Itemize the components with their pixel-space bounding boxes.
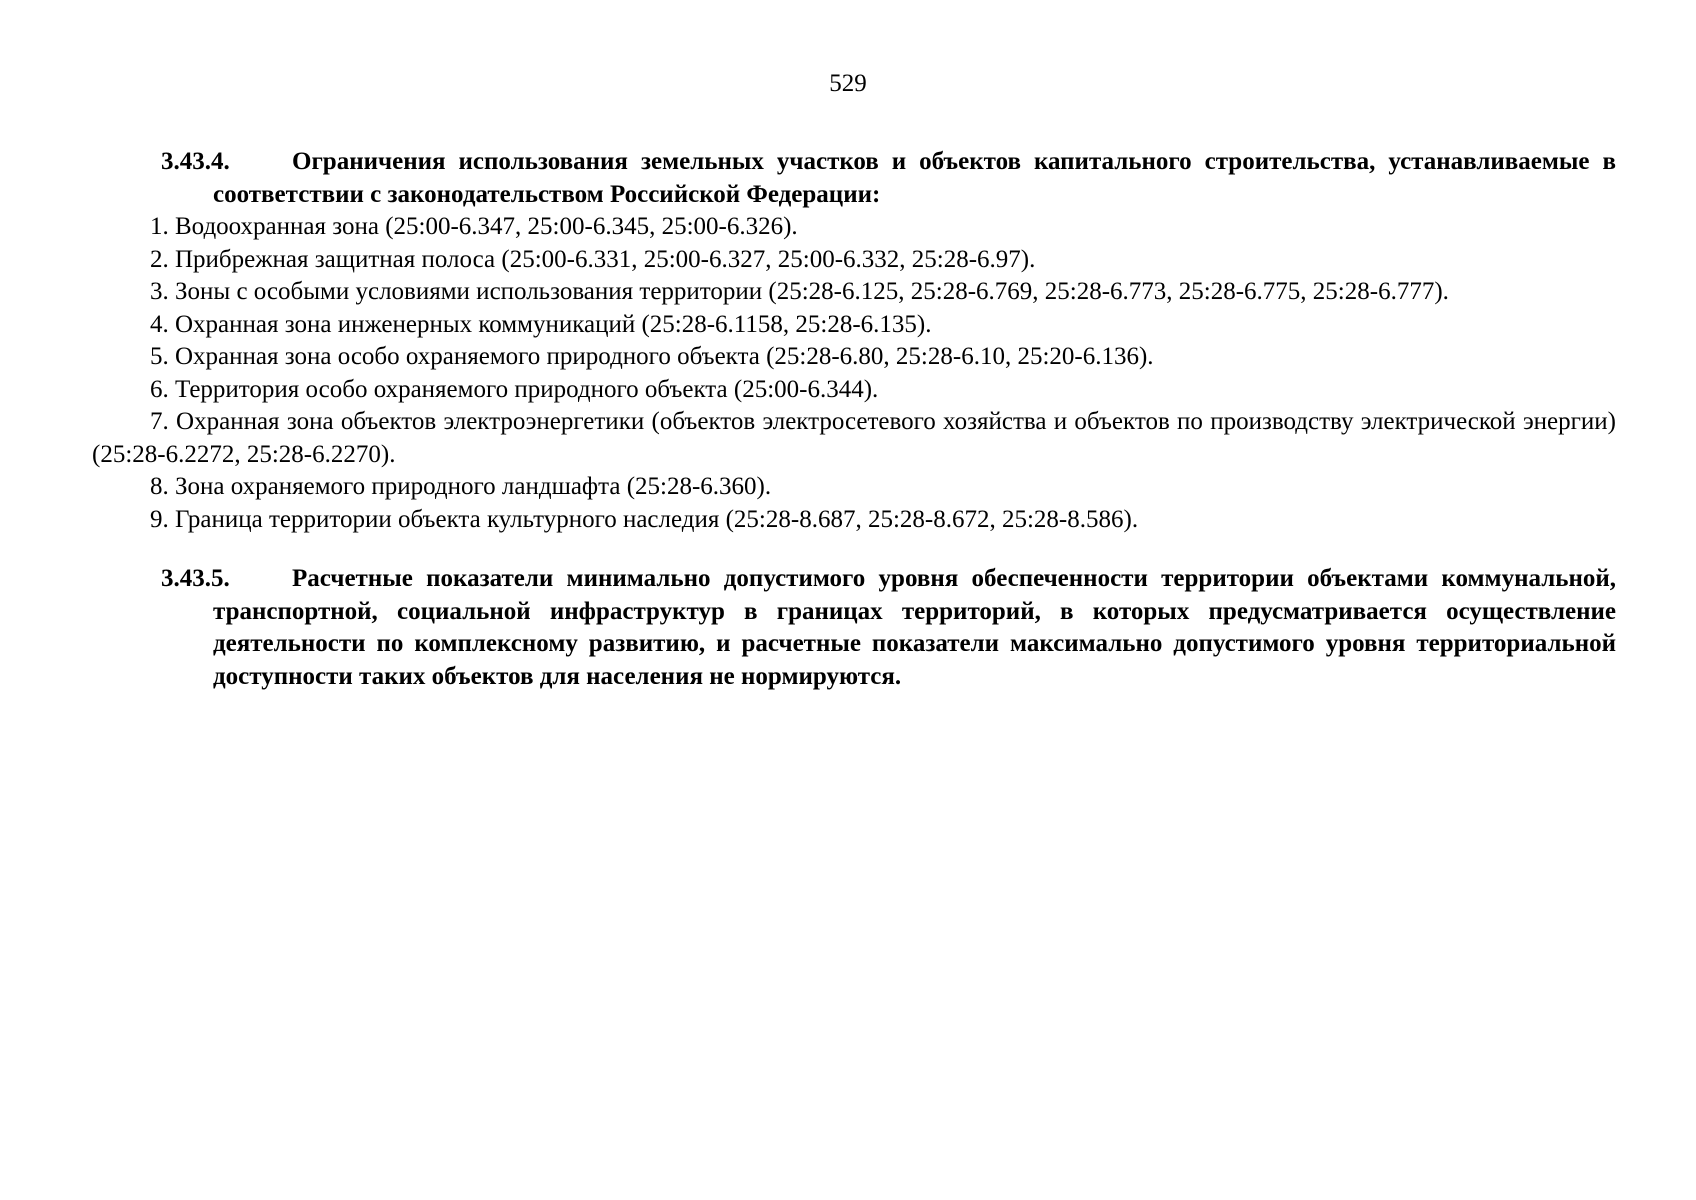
section-heading	[161, 146, 1616, 211]
section-number: 3.43.5.	[161, 565, 230, 592]
section-heading	[161, 563, 1616, 693]
section-title: Расчетные показатели минимально допустимого уровня обеспеченности территории объектами коммунальной, транспортной, социальной инфраструктур в границах территорий, в которых предусматривается осуществление деятельности по комплексному развитию, и расчетные показатели максимально допустимого уровня территориальной доступности таких объектов для населения не нормируются.	[213, 565, 1616, 690]
list-item: 4. Охранная зона инженерных коммуникаций (25:28-6.1158, 25:28-6.135).	[150, 310, 932, 338]
list-item: 5. Охранная зона особо охраняемого природного объекта (25:28-6.80, 25:28-6.10, 25:20-6.136).	[150, 343, 1154, 370]
section-3-43-5	[92, 563, 1616, 693]
list-item: 6. Территория особо охраняемого природного объекта (25:00-6.344).	[150, 375, 879, 403]
section-number: 3.43.4.	[161, 148, 230, 175]
section-3-43-4	[92, 146, 1616, 536]
list-item: 1. Водоохранная зона (25:00-6.347, 25:00-6.345, 25:00-6.326).	[150, 213, 798, 240]
list-item: 9. Граница территории объекта культурного наследия (25:28-8.687, 25:28-8.672, 25:28-8.586).	[150, 505, 1139, 533]
list-item: 7. Охранная зона объектов электроэнергетики (объектов электросетевого хозяйства и объектов по производству электрической энергии) (25:28-6.2272, 25:28-6.2270).	[92, 408, 1616, 468]
page-number: 529	[829, 70, 867, 97]
list-item: 8. Зона охраняемого природного ландшафта (25:28-6.360).	[150, 473, 772, 500]
list-item: 3. Зоны с особыми условиями использования территории (25:28-6.125, 25:28-6.769, 25:28-6.773, 25:28-6.775, 25:28-6.777).	[150, 278, 1449, 305]
list-item: 2. Прибрежная защитная полоса (25:00-6.331, 25:00-6.327, 25:00-6.332, 25:28-6.97).	[150, 245, 1036, 273]
section-title: Ограничения использования земельных участков и объектов капитального строительства, устанавливаемые в соответствии с законодательством Российской Федерации:	[213, 148, 1616, 208]
